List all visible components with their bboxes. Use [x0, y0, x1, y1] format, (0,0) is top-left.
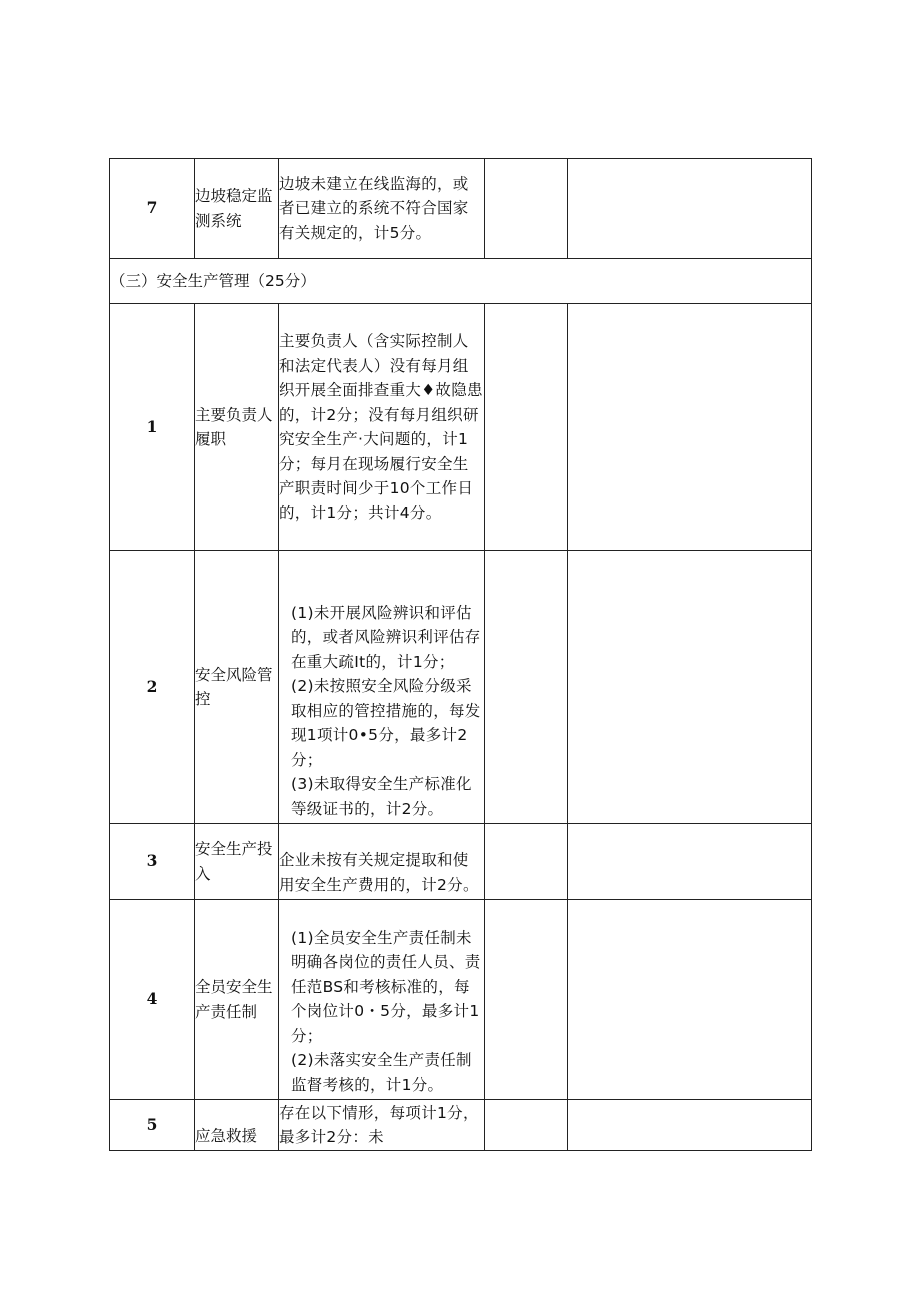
assessment-table: [109, 158, 812, 1151]
row-number: 5: [110, 1100, 195, 1151]
table-row: [110, 900, 812, 1100]
criteria-text: (1)全员安全生产责任制未明确各岗位的责任人员、责任范BS和考核标准的，每个岗位计0・5分，最多计1分；: [291, 928, 481, 1045]
score-cell: [485, 824, 568, 900]
item-name: 主要负责人履职: [195, 304, 279, 551]
section-title: （三）安全生产管理（25分）: [110, 259, 812, 304]
row-number: 1: [110, 304, 195, 551]
row-number: 3: [110, 824, 195, 900]
remarks-cell: [568, 304, 812, 551]
table-row: [110, 159, 812, 259]
section-row: [110, 259, 812, 304]
score-cell: [485, 900, 568, 1100]
table-row: [110, 551, 812, 824]
criteria-text: (3)未取得安全生产标准化等级证书的，计2分。: [291, 775, 472, 818]
criteria-cell: [279, 1100, 485, 1151]
score-cell: [485, 159, 568, 259]
criteria-text: 存在以下情形，每项计1分，最多计2分：未: [279, 1103, 479, 1146]
criteria-text: (2)未按照安全风险分级采取相应的管控措施的，每发现1项计0•5分，最多计2分；: [291, 677, 481, 769]
score-cell: [485, 304, 568, 551]
criteria-cell: [279, 551, 485, 824]
row-number: 4: [110, 900, 195, 1100]
remarks-cell: [568, 900, 812, 1100]
criteria-cell: [279, 159, 485, 259]
score-cell: [485, 1100, 568, 1151]
criteria-text: 边坡未建立在线监海的，或者已建立的系统不符合国家有关规定的，计5分。: [279, 174, 469, 242]
item-name: 安全风险管控: [195, 551, 279, 824]
item-name: 应急救援: [195, 1100, 279, 1151]
item-name: 边坡稳定监测系统: [195, 159, 279, 259]
criteria-cell: [279, 304, 485, 551]
row-number: 7: [110, 159, 195, 259]
table-row: [110, 304, 812, 551]
score-cell: [485, 551, 568, 824]
criteria-text: 主要负责人（含实际控制人和法定代表人）没有每月组织开展全面排查重大♦故隐患的，计2分；没有每月组织研究安全生产·大问题的，计1分；每月在现场履行安全生产职责时间少于10个工作日的，计1分；共计4分。: [279, 332, 483, 522]
criteria-text: (2)未落实安全生产责任制监督考核的，计1分。: [291, 1051, 472, 1094]
criteria-text: (1)未开展风险辨识和评估的，或者风险辨识利评估存在重大疏It的，计1分；: [291, 603, 481, 671]
remarks-cell: [568, 824, 812, 900]
row-number: 2: [110, 551, 195, 824]
remarks-cell: [568, 159, 812, 259]
item-name: 全员安全生产责任制: [195, 900, 279, 1100]
item-name: 安全生产投入: [195, 824, 279, 900]
table-row: [110, 824, 812, 900]
remarks-cell: [568, 551, 812, 824]
criteria-text: 企业未按有关规定提取和使用安全生产费用的，计2分。: [279, 851, 479, 894]
remarks-cell: [568, 1100, 812, 1151]
criteria-cell: [279, 824, 485, 900]
table-row: [110, 1100, 812, 1151]
criteria-cell: [279, 900, 485, 1100]
